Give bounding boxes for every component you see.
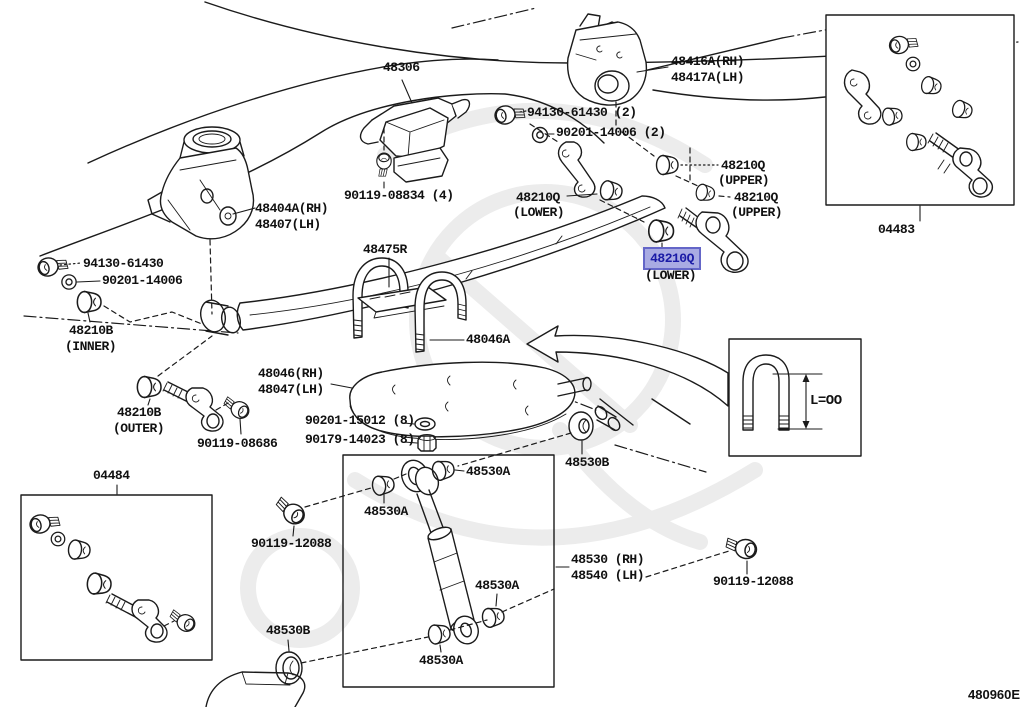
part-label-48540-lh[interactable]: 48540 (LH) bbox=[571, 568, 645, 583]
part-label-94130-61430[interactable]: 94130-61430 bbox=[83, 256, 164, 271]
bumper-48306-drawing bbox=[361, 98, 470, 188]
qualifier-upper-1: (UPPER) bbox=[718, 173, 770, 188]
part-label-48047[interactable]: 48047(LH) bbox=[258, 382, 324, 397]
part-label-04484[interactable]: 04484 bbox=[93, 468, 130, 483]
qualifier-upper-2: (UPPER) bbox=[731, 205, 783, 220]
part-label-04483[interactable]: 04483 bbox=[878, 222, 915, 237]
part-label-90119-08686[interactable]: 90119-08686 bbox=[197, 436, 278, 451]
part-label-48416a[interactable]: 48416A(RH) bbox=[671, 54, 745, 69]
diagram-code: 480960E bbox=[968, 687, 1021, 702]
part-label-90179-14023[interactable]: 90179-14023 (8) bbox=[305, 432, 415, 447]
qualifier-lower-selected: (LOWER) bbox=[645, 268, 697, 283]
part-label-48530a-left[interactable]: 48530A bbox=[364, 504, 408, 519]
part-label-48210q-upper-1[interactable]: 48210Q bbox=[721, 158, 765, 173]
part-label-48530a-mid[interactable]: 48530A bbox=[475, 578, 519, 593]
part-label-90119-12088-left[interactable]: 90119-12088 bbox=[251, 536, 332, 551]
part-label-48210b-inner[interactable]: 48210B bbox=[69, 323, 113, 338]
part-label-48210q-lower-1[interactable]: 48210Q bbox=[516, 190, 560, 205]
part-label-48407[interactable]: 48407(LH) bbox=[255, 217, 321, 232]
part-label-94130-61430-2[interactable]: 94130-61430 (2) bbox=[527, 105, 637, 120]
part-label-48530b-top[interactable]: 48530B bbox=[565, 455, 609, 470]
part-label-48306[interactable]: 48306 bbox=[383, 60, 420, 75]
part-label-90201-14006-2[interactable]: 90201-14006 (2) bbox=[556, 125, 666, 140]
part-label-90119-12088-right[interactable]: 90119-12088 bbox=[713, 574, 794, 589]
part-label-48530a-top[interactable]: 48530A bbox=[466, 464, 510, 479]
part-label-90201-14006[interactable]: 90201-14006 bbox=[102, 273, 183, 288]
dimension-label: L=OO bbox=[810, 393, 842, 409]
kit-04484-drawing bbox=[21, 485, 212, 660]
part-label-48210b-outer[interactable]: 48210B bbox=[117, 405, 161, 420]
part-label-48417a[interactable]: 48417A(LH) bbox=[671, 70, 745, 85]
part-label-48046[interactable]: 48046(RH) bbox=[258, 366, 324, 381]
part-label-90119-08834[interactable]: 90119-08834 (4) bbox=[344, 188, 454, 203]
part-label-48404a[interactable]: 48404A(RH) bbox=[255, 201, 329, 216]
part-label-48210q-upper-2[interactable]: 48210Q bbox=[734, 190, 778, 205]
part-label-48046a[interactable]: 48046A bbox=[466, 332, 510, 347]
part-label-48530b-bottom[interactable]: 48530B bbox=[266, 623, 310, 638]
qualifier-lower-1: (LOWER) bbox=[513, 205, 565, 220]
part-label-48530-rh[interactable]: 48530 (RH) bbox=[571, 552, 645, 567]
part-label-48475r[interactable]: 48475R bbox=[363, 242, 407, 257]
kit-04483-drawing bbox=[826, 15, 1014, 221]
qualifier-inner: (INNER) bbox=[65, 339, 117, 354]
part-label-48530a-bottom[interactable]: 48530A bbox=[419, 653, 463, 668]
part-label-90201-15012[interactable]: 90201-15012 (8) bbox=[305, 413, 415, 428]
part-label-48210q-selected[interactable]: 48210Q bbox=[643, 247, 701, 270]
qualifier-outer: (OUTER) bbox=[113, 421, 165, 436]
grommets-bolts-drawing bbox=[272, 412, 758, 684]
